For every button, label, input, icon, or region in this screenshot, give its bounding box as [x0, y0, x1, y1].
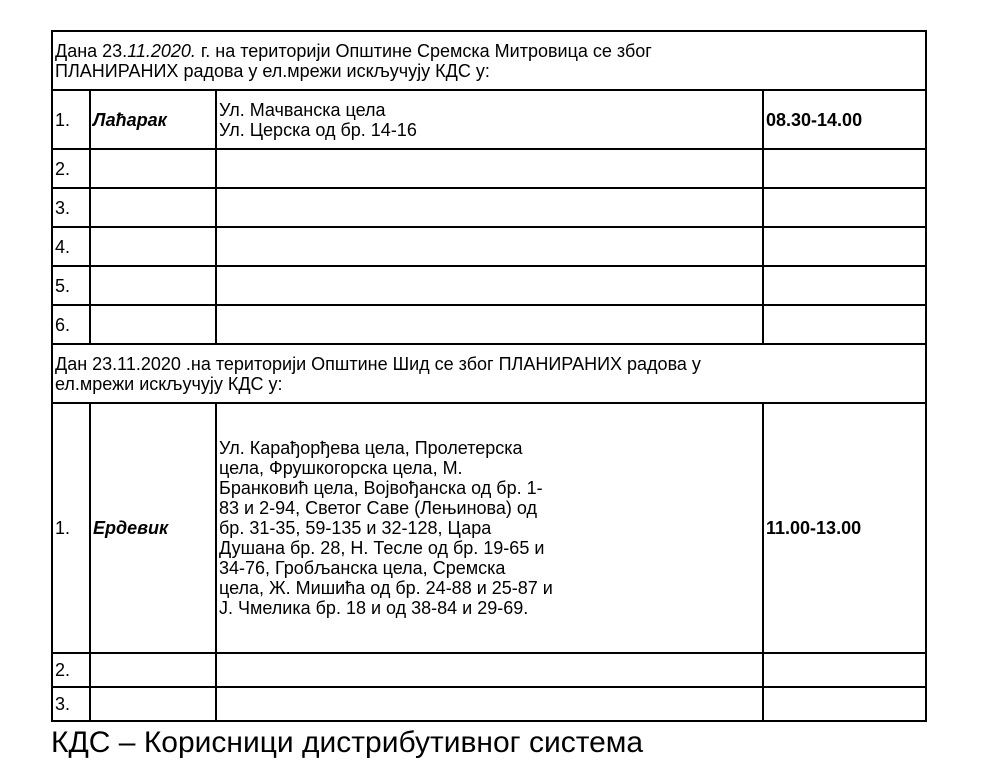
place-name — [90, 305, 216, 344]
streets-list — [216, 687, 763, 721]
row-number: 2. — [52, 149, 90, 188]
table-row — [52, 305, 926, 344]
time-range — [763, 687, 926, 721]
section1-header — [52, 31, 926, 90]
place-name — [90, 149, 216, 188]
section2-header-row — [52, 344, 926, 403]
table-row — [52, 266, 926, 305]
row-number: 2. — [52, 653, 90, 687]
time-range — [763, 227, 926, 266]
outage-schedule-table — [51, 30, 927, 722]
place-name — [90, 227, 216, 266]
place-name — [90, 653, 216, 687]
time-range — [763, 188, 926, 227]
section1-header-row — [52, 31, 926, 90]
time-range: 08.30-14.00 — [763, 90, 926, 149]
section1-header-part1: Дана 23. — [55, 40, 128, 61]
streets-list — [216, 266, 763, 305]
footnote-abbreviation: КДС – Корисници дистрибутивног система — [51, 726, 644, 759]
row-number: 6. — [52, 305, 90, 344]
time-range — [763, 653, 926, 687]
table-row — [52, 149, 926, 188]
table-row — [52, 188, 926, 227]
streets-list: Ул. Мачванска цела Ул. Церска од бр. 14-16 — [216, 90, 763, 149]
time-range — [763, 149, 926, 188]
section1-header-part2: г. на територији Општине Сремска Митровица се због ПЛАНИРАНИХ радова у ел.мрежи искључују КДС у: — [55, 40, 652, 81]
time-range: 11.00-13.00 — [763, 403, 926, 653]
time-range — [763, 305, 926, 344]
row-number: 1. — [52, 403, 90, 653]
streets-list: Ул. Карађорђева цела, Пролетерска цела, Фрушкогорска цела, М. Бранковић цела, Војвођанска од бр. 1- 83 и 2-94, Светог Саве (Лењинова) од бр. 31-35, 59-135 и 32-128, Цара Душана бр. 28, Н. Тесле од бр. 19-65 и 34-76, Гробљанска цела, Сремска цела, Ж. Мишића од бр. 24-88 и 25-87 и Ј. Чмелика бр. 18 и од 38-84 и 29-69. — [216, 403, 763, 653]
row-number: 1. — [52, 90, 90, 149]
time-range — [763, 266, 926, 305]
table-row — [52, 90, 926, 149]
section1-header-date: 11.2020. — [127, 40, 196, 61]
row-number: 3. — [52, 687, 90, 721]
streets-list — [216, 188, 763, 227]
table-row — [52, 403, 926, 653]
row-number: 3. — [52, 188, 90, 227]
place-name — [90, 687, 216, 721]
row-number: 4. — [52, 227, 90, 266]
table-row — [52, 687, 926, 721]
table-row — [52, 653, 926, 687]
table-row — [52, 227, 926, 266]
place-name — [90, 188, 216, 227]
streets-list — [216, 149, 763, 188]
place-name: Лаћарак — [90, 90, 216, 149]
section2-header: Дан 23.11.2020 .на територији Општине Шид се због ПЛАНИРАНИХ радова у ел.мрежи искључују КДС у: — [52, 344, 926, 403]
place-name: Ердевик — [90, 403, 216, 653]
place-name — [90, 266, 216, 305]
streets-list — [216, 305, 763, 344]
streets-list — [216, 653, 763, 687]
streets-list — [216, 227, 763, 266]
row-number: 5. — [52, 266, 90, 305]
